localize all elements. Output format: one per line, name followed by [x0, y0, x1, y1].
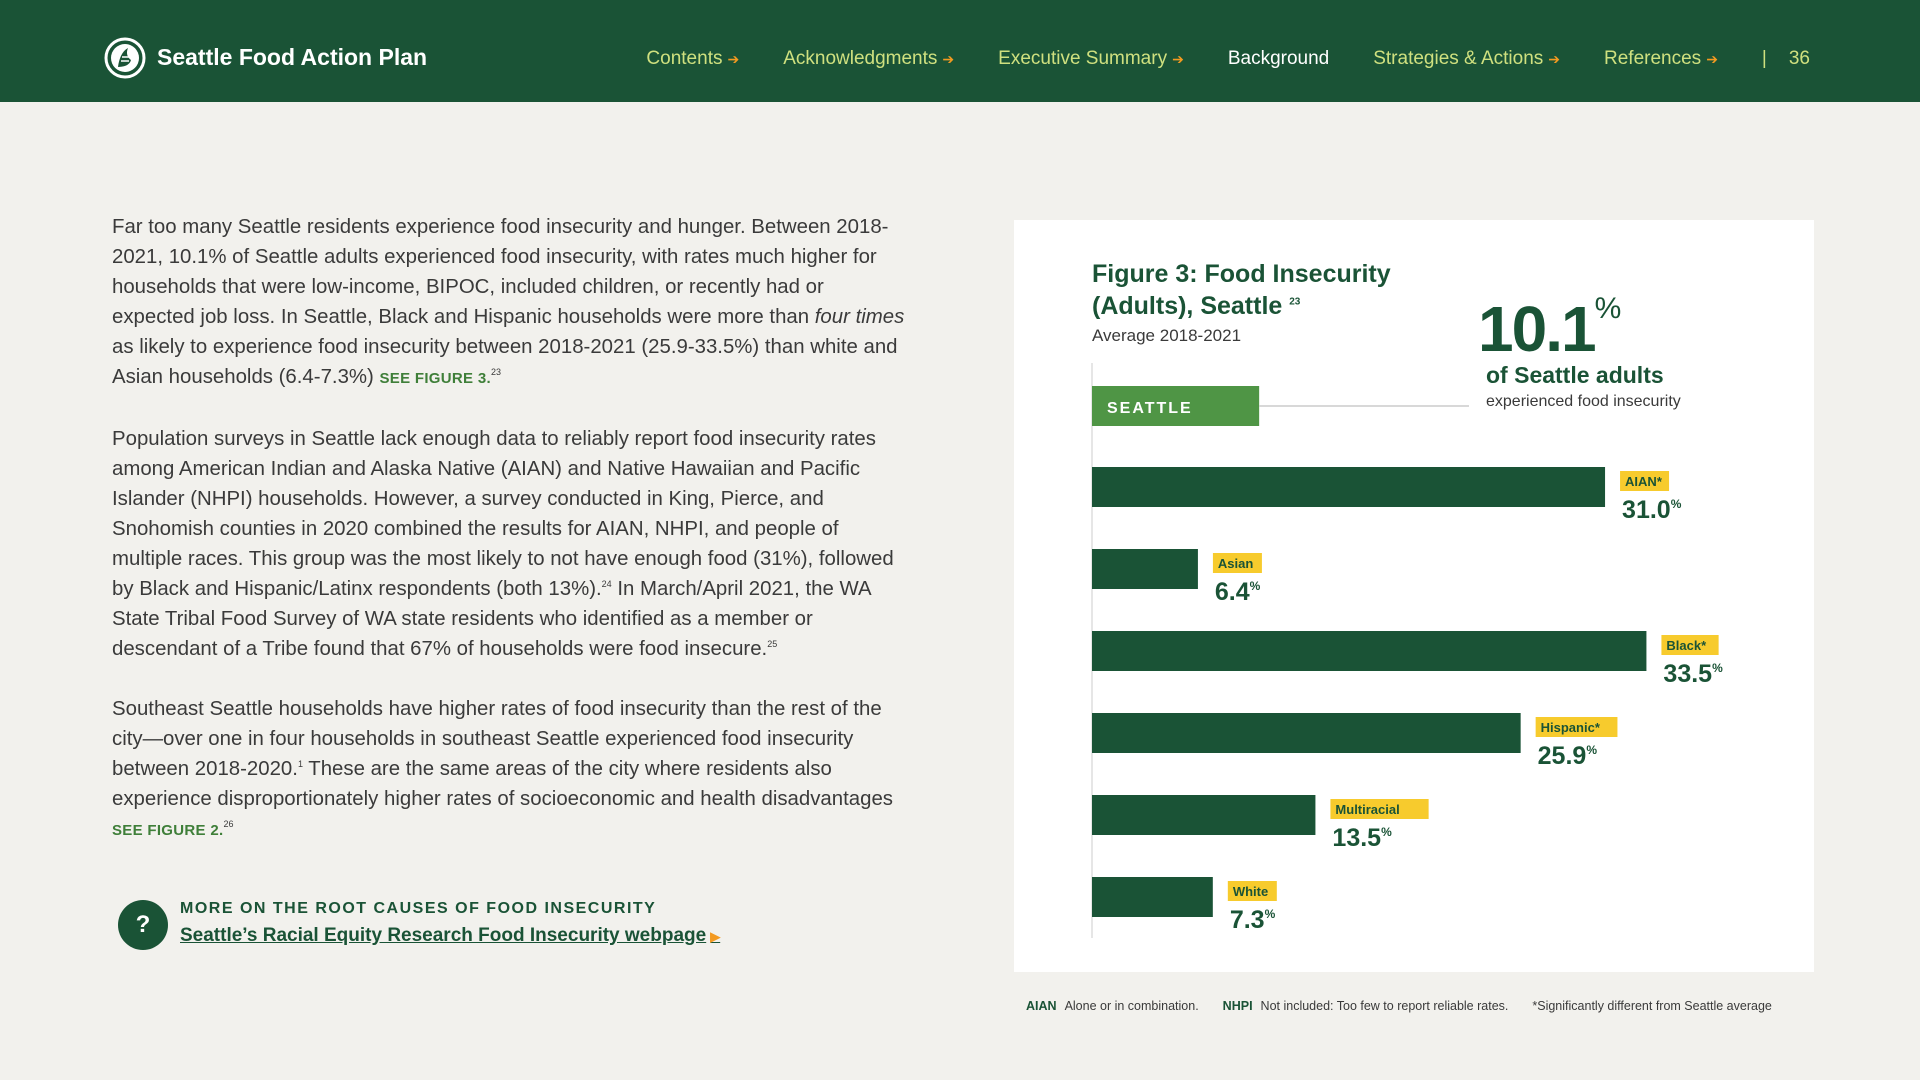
question-icon: ?	[118, 900, 168, 950]
arrow-right-icon: ➔	[942, 51, 955, 67]
more-info-callout	[118, 900, 721, 960]
nav-acknowledgments[interactable]: Acknowledgments ➔	[783, 48, 955, 69]
stat-label: of Seattle adults	[1486, 362, 1664, 388]
see-figure-3-link[interactable]: SEE FIGURE 3.	[379, 370, 491, 387]
category-label-hispanic: Hispanic*	[1540, 720, 1600, 735]
nav-separator: |	[1761, 48, 1767, 69]
value-label-asian: 6.4%	[1214, 578, 1261, 606]
value-label-hispanic: 25.9%	[1537, 742, 1597, 770]
arrow-right-icon: ➔	[1548, 51, 1561, 67]
value-label-aian: 31.0%	[1622, 496, 1682, 524]
category-label-asian: Asian	[1217, 556, 1254, 571]
food-insecurity-webpage-link[interactable]: Seattle’s Racial Equity Research Food Insecurity webpage ▶	[180, 925, 721, 946]
paragraph-1: Far too many Seattle residents experience food insecurity and hunger. Between 2018-2021, 10.1% of Seattle adults experienced food insecurity, with rates much higher for households that were low-income, BIPOC, included children, or recently had or expected job loss. In Seattle, Black and Hispanic households were more than four times as likely to experience food insecurity between 2018-2021 (25.9-33.5%) than white and Asian households (6.4-7.3%) SEE FIGURE 3.23	[112, 216, 905, 388]
footnote-text-aian: Alone or in combination.	[1064, 999, 1199, 1013]
arrow-right-icon: ➔	[727, 51, 740, 67]
bar-black	[1092, 631, 1646, 671]
bar-hispanic	[1092, 713, 1521, 753]
seattle-logo-icon	[104, 37, 146, 79]
page-number: 36	[1788, 48, 1810, 69]
nav-background[interactable]: Background	[1227, 48, 1330, 69]
figure-title: Figure 3: Food Insecurity (Adults), Seattle $^{23}$	[1092, 260, 1391, 320]
category-label-white: White	[1232, 884, 1269, 899]
paragraph-2: Population surveys in Seattle lack enough data to reliably report food insecurity rates among American Indian and Alaska Native (AIAN) and Native Hawaiian and Pacific Islander (NHPI) households. However, a survey conducted in King, Pierce, and Snohomish counties in 2020 combined the results for AIAN, NHPI, and people of multiple races. This group was the most likely to not have enough food (31%), followed by Black and Hispanic/Latinx respondents (both 13%).$^{24}$ In March/April 2021, the WA State Tribal Food Survey of WA state residents who identified as a member or descendant of a Tribe found that 67% of households were food insecure.$^{25}$	[112, 428, 894, 660]
see-figure-2-link[interactable]: SEE FIGURE 2.	[112, 822, 224, 839]
arrow-right-icon: ➔	[1172, 51, 1184, 67]
nav-strategies-actions[interactable]: Strategies & Actions ➔	[1373, 48, 1561, 69]
top-header	[0, 0, 1920, 102]
play-arrow-icon: ▶	[710, 929, 721, 944]
top-nav	[602, 48, 1810, 70]
food-insecurity-bar-chart	[1014, 220, 1814, 972]
figure-subtitle: Average 2018-2021	[1092, 326, 1242, 345]
bar-label-seattle: SEATTLE	[1107, 400, 1193, 417]
category-label-black: Black*	[1666, 638, 1707, 653]
stat-description: experienced food insecurity	[1486, 393, 1681, 410]
footnote-abbr-aian: AIAN	[1026, 999, 1057, 1013]
body-text	[112, 212, 912, 876]
figure-footnotes	[1026, 999, 1816, 1013]
bar-aian	[1092, 467, 1605, 507]
footnote-abbr-nhpi: NHPI	[1222, 999, 1253, 1013]
more-title: MORE ON THE ROOT CAUSES OF FOOD INSECURITY	[180, 900, 657, 917]
bar-multiracial	[1092, 795, 1315, 835]
arrow-right-icon: ➔	[1706, 51, 1718, 67]
nav-executive-summary[interactable]: Executive Summary ➔	[998, 48, 1184, 69]
category-label-multiracial: Multiracial	[1335, 802, 1400, 817]
bar-asian	[1092, 549, 1198, 589]
footnote-text-nhpi: Not included: Too few to report reliable rates.	[1260, 999, 1509, 1013]
value-label-white: 7.3%	[1229, 906, 1276, 934]
app-title: Seattle Food Action Plan	[157, 44, 428, 70]
nav-contents[interactable]: Contents ➔	[646, 48, 740, 69]
figure-card	[1014, 220, 1814, 972]
category-label-aian: AIAN*	[1625, 474, 1662, 489]
value-label-black: 33.5%	[1663, 660, 1723, 688]
value-label-multiracial: 13.5%	[1332, 824, 1392, 852]
big-stat: 10.1%	[1478, 292, 1622, 365]
footnote-significance: *Significantly different from Seattle average	[1532, 999, 1772, 1013]
nav-references[interactable]: References ➔	[1604, 48, 1718, 69]
bar-white	[1092, 877, 1213, 917]
paragraph-3: Southeast Seattle households have higher rates of food insecurity than the rest of the city—over one in four households in southeast Seattle experienced food insecurity between 2018-2020.$^1$ These are the same areas of the city where residents also experience disproportionately higher rates of socioeconomic and health disadvantages SEE FIGURE 2.26	[112, 698, 893, 839]
